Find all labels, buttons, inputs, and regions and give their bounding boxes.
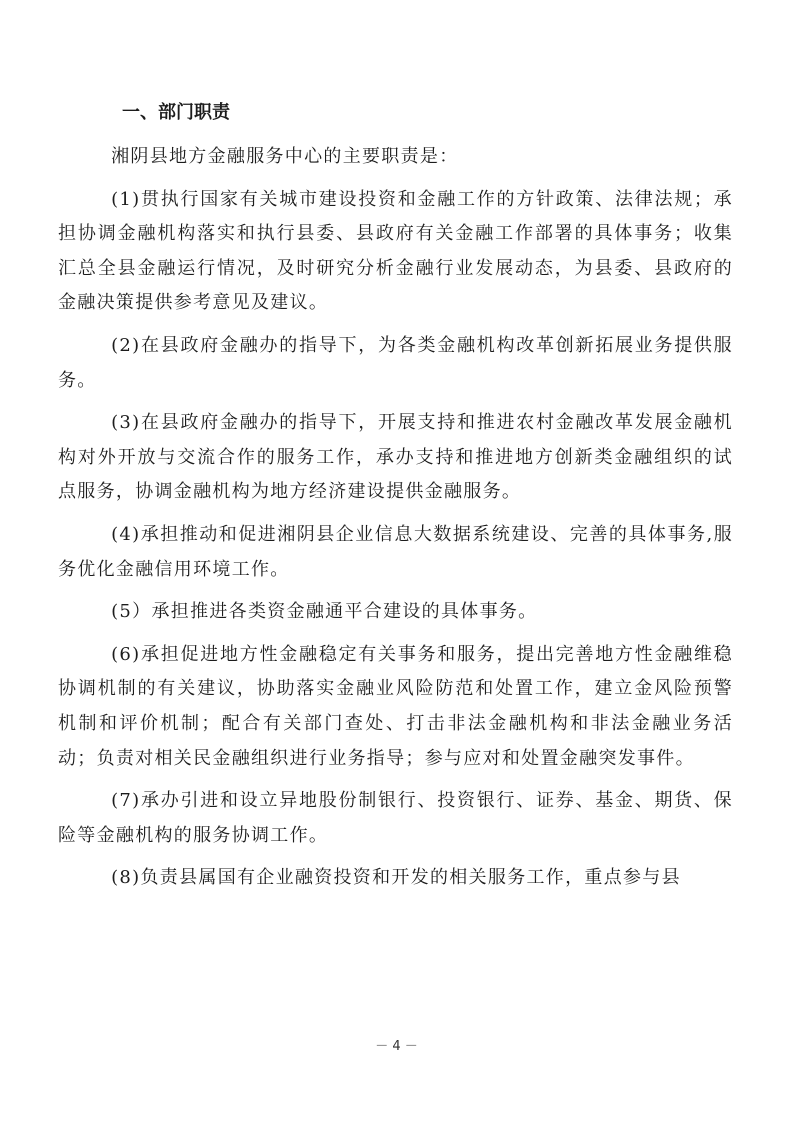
section-heading: 一、部门职责	[122, 102, 230, 123]
page-number: － 4 －	[375, 1039, 418, 1054]
duty-item-6: (6)承担促进地方性金融稳定有关事务和服务，提出完善地方性金融维稳协调机制的有关建议，协助落实金融业风险防范和处置工作，建立金风险预警机制和评价机制；配合有关部门查处、打击非法金融机构和非法金融业务活动；负责对相关民金融组织进行业务指导；参与应对和处置金融突发事件。	[58, 643, 733, 769]
duty-item-1: (1)贯执行国家有关城市建设投资和金融工作的方针政策、法律法规；承担协调金融机构落实和执行县委、县政府有关金融工作部署的具体事务；收集汇总全县金融运行情况，及时研究分析金融行业发展动态，为县委、县政府的金融决策提供参考意见及建议。	[58, 188, 733, 314]
intro-paragraph: 湘阴县地方金融服务中心的主要职责是：	[111, 146, 459, 167]
duty-item-4: (4)承担推动和促进湘阴县企业信息大数据系统建设、完善的具体事务,服务优化金融信用环境工作。	[58, 523, 733, 580]
duty-item-8: (8)负责县属国有企业融资投资和开发的相关服务工作，重点参与县	[111, 867, 681, 889]
duty-item-3: (3)在县政府金融办的指导下，开展支持和推进农村金融改革发展金融机构对外开放与交流合作的服务工作，承办支持和推进地方创新类金融组织的试点服务，协调金融机构为地方经济建设提供金融服务。	[58, 412, 733, 503]
duty-item-5: (5）承担推进各类资金融通平合建设的具体事务。	[111, 601, 538, 623]
duty-item-2: (2)在县政府金融办的指导下，为各类金融机构改革创新拓展业务提供服务。	[58, 334, 733, 391]
duty-item-7: (7)承办引进和设立异地股份制银行、投资银行、证券、基金、期货、保险等金融机构的服务协调工作。	[58, 790, 733, 846]
